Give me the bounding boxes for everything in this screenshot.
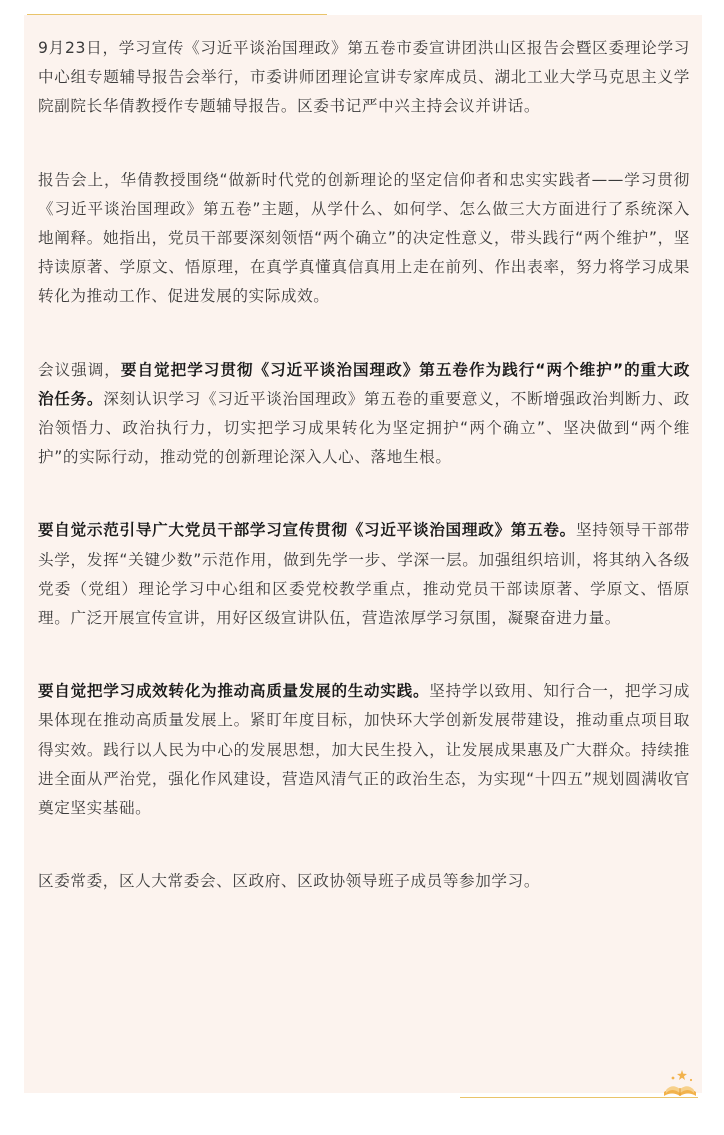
paragraph-3-emphasis: 要自觉把学习贯彻《习近平谈治国理政》第五卷作为践行“两个维护”的重大政治任务。 [38,360,690,408]
open-book-icon [660,1066,700,1100]
paragraph-3-lead: 会议强调， [38,360,121,379]
paragraph-4-emphasis: 要自觉示范引导广大党员干部学习宣传贯彻《习近平谈治国理政》第五卷。 [38,521,576,540]
paragraph-4 [38,516,690,633]
paragraph-5-emphasis: 要自觉把学习成效转化为推动高质量发展的生动实践。 [38,682,430,701]
article-body [38,34,690,896]
paragraph-2-text: 报告会上，华倩教授围绕“做新时代党的创新理论的坚定信仰者和忠实实践者——学习贯彻《习近平谈治国理政》第五卷”主题，从学什么、如何学、怎么做三大方面进行了系统深入地阐释。她指出，党员干部要深刻领悟“两个确立”的决定性意义，带头践行“两个维护”，坚持读原著、学原文、悟原理，在真学真懂真信真用上走在前列、作出表率，努力将学习成果转化为推动工作、促进发展的实际成效。 [38,170,690,306]
paragraph-4-text: 坚持领导干部带头学，发挥“关键少数”示范作用，做到先学一步、学深一层。加强组织培训，将其纳入各级党委（党组）理论学习中心组和区委党校教学重点，推动党员干部读原著、学原文、悟原理。广泛开展宣传宣讲，用好区级宣讲队伍，营造浓厚学习氛围，凝聚奋进力量。 [38,521,690,628]
paragraph-1 [38,34,690,122]
paragraph-1-text: 9月23日，学习宣传《习近平谈治国理政》第五卷市委宣讲团洪山区报告会暨区委理论学习中心组专题辅导报告会举行，市委讲师团理论宣讲专家库成员、湖北工业大学马克思主义学院副院长华倩教授作专题辅导报告。区委书记严中兴主持会议并讲话。 [38,39,690,116]
paragraph-5 [38,677,690,823]
paragraph-5-text: 坚持学以致用、知行合一，把学习成果体现在推动高质量发展上。紧盯年度目标，加快环大学创新发展带建设，推动重点项目取得实效。践行以人民为中心的发展思想，加大民生投入，让发展成果惠及广大群众。持续推进全面从严治党，强化作风建设，营造风清气正的政治生态，为实现“十四五”规划圆满收官奠定坚实基础。 [38,682,690,818]
paragraph-6-text: 区委常委，区人大常委会、区政府、区政协领导班子成员等参加学习。 [38,872,541,891]
paragraph-3-text: 深刻认识学习《习近平谈治国理政》第五卷的重要意义，不断增强政治判断力、政治领悟力、政治执行力，切实把学习成果转化为坚定拥护“两个确立”、坚决做到“两个维护”的实际行动，推动党的创新理论深入人心、落地生根。 [38,389,690,467]
paragraph-3 [38,356,690,473]
paragraph-2 [38,166,690,312]
paragraph-6 [38,867,690,896]
